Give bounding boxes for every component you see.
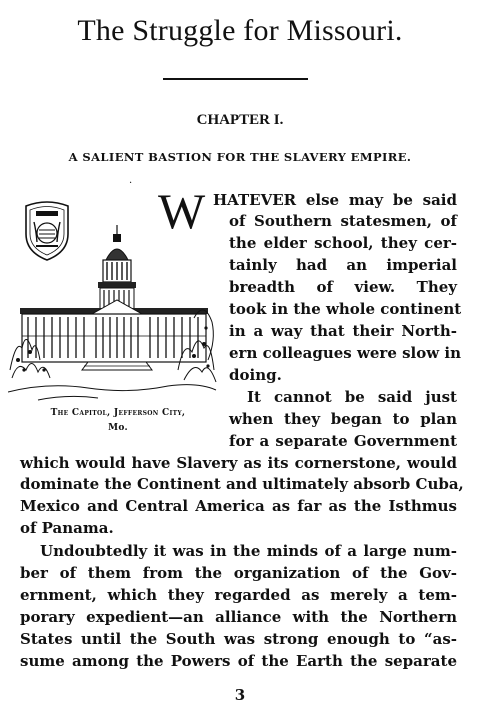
illustration-caption: [18, 406, 218, 436]
text-line: for a separate Government: [229, 432, 457, 450]
text-line: HATEVER else may be said: [213, 191, 457, 209]
text-line: breadth of view. They: [229, 278, 457, 296]
caption-line-2: Mo.: [108, 423, 128, 433]
text-line: ern colleagues were slow in: [229, 344, 461, 362]
text-line: Undoubtedly it was in the minds of a large num-: [40, 542, 457, 560]
text-line: Mexico and Central America as far as the Isthmus: [20, 497, 457, 515]
text-line: sume among the Powers of the Earth the separate: [20, 652, 457, 670]
text-line: of Southern statesmen, of: [229, 212, 457, 230]
text-line: tainly had an imperial: [229, 256, 457, 274]
page-title: The Struggle for Missouri.: [77, 14, 403, 47]
capitol-building-icon: [8, 220, 218, 405]
text-line: took in the whole continent: [229, 300, 462, 318]
text-line: ber of them from the organization of the Gov-: [20, 564, 457, 582]
caption-line-1: The Capitol, Jefferson City,: [50, 408, 186, 418]
text-line: of Panama.: [20, 519, 114, 537]
text-line: which would have Slavery as its cornerstone, would: [20, 454, 457, 472]
text-line: ernment, which they regarded as merely a tem-: [20, 586, 457, 604]
chapter-subtitle: A SALIENT BASTION FOR THE SLAVERY EMPIRE.: [68, 150, 412, 164]
text-line: the elder school, they cer-: [229, 234, 457, 252]
text-line: in a way that their North-: [229, 322, 457, 340]
stray-dot: .: [129, 175, 133, 186]
chapter-heading: CHAPTER I.: [196, 112, 284, 128]
text-line: dominate the Continent and ultimately absorb Cuba,: [20, 475, 464, 493]
text-line: It cannot be said just: [247, 388, 457, 406]
text-line: doing.: [229, 366, 282, 384]
page-number: 3: [234, 686, 246, 704]
text-line: porary expedient—an alliance with the Northern: [20, 608, 457, 626]
text-line: States until the South was strong enough to “as-: [20, 630, 457, 648]
text-line: when they began to plan: [229, 410, 457, 428]
title-rule: [163, 78, 308, 80]
drop-cap: W: [158, 183, 206, 239]
